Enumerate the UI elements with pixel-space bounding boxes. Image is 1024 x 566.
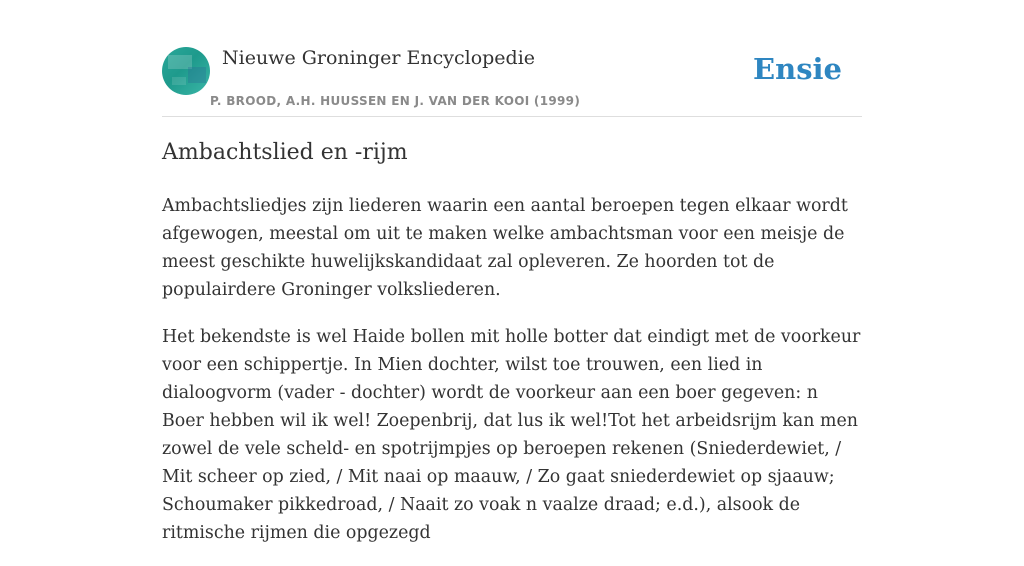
entry-paragraph: Ambachtsliedjes zijn liederen waarin een aantal beroepen tegen elkaar wordt afgewogen, meestal om uit te maken welke ambachtsman voor een meisje de meest geschikte huwelijkskandidaat zal opleveren. Ze hoorden tot de populairdere Groninger volksliederen.: [162, 196, 848, 300]
book-cover-image[interactable]: [162, 47, 210, 95]
entry-paragraph: Het bekendste is wel Haide bollen mit holle botter dat eindigt met de voorkeur voor een schippertje. In Mien dochter, wilst toe trouwen, een lied in dialoogvorm (vader - dochter) wordt de voorkeur aan een boer gegeven: n Boer hebben wil ik wel! Zoepenbrij, dat lus ik wel!Tot het arbeidsrijm kan men zowel de vele scheld- en spotrijmpjes op beroepen rekenen (Sniederdewiet, / Mit scheer op zied, / Mit naai op maauw, / Zo gaat sniederdewiet op sjaauw; Schoumaker pikkedroad, / Naait zo voak n vaalze draad; e.d.), alsook de ritmische rijmen die opgezegd: [162, 327, 861, 543]
entry-title: Ambachtslied en -rijm: [162, 140, 408, 165]
entry-body: [162, 192, 862, 566]
cover-shape: [172, 77, 186, 85]
book-authors: P. BROOD, A.H. HUUSSEN EN J. VAN DER KOOI (1999): [210, 94, 581, 108]
header: [162, 46, 862, 117]
cover-shape: [188, 67, 206, 83]
book-title-link[interactable]: Nieuwe Groninger Encyclopedie: [222, 47, 536, 69]
ensie-logo[interactable]: Ensie: [753, 52, 842, 86]
